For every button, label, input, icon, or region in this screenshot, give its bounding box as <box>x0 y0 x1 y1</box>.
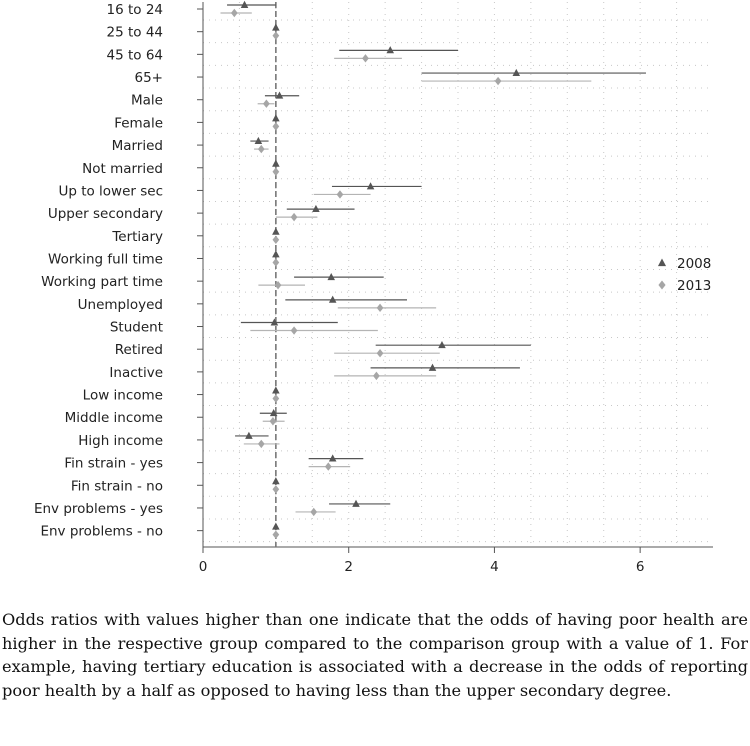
category-label: Low income <box>82 387 163 404</box>
point-2013 <box>272 258 279 266</box>
point-2008 <box>272 114 280 121</box>
category-label: Working full time <box>48 251 163 268</box>
point-2008 <box>312 205 320 212</box>
category-label: Inactive <box>109 364 163 381</box>
grid-lines <box>203 2 711 547</box>
point-2013 <box>258 145 265 153</box>
point-2013 <box>272 168 279 176</box>
point-2008 <box>271 318 279 325</box>
point-2013 <box>231 9 238 17</box>
category-label: Middle income <box>64 410 163 427</box>
category-label: 65+ <box>134 70 163 87</box>
x-tick-label: 2 <box>344 559 354 575</box>
figure-caption: Odds ratios with values higher than one indicate that the odds of having poor health are higher in the respective group compared to the comparison group with a value of 1. For example, having tertiary education is associated with a decrease in the odds of reporting poor health by a half as opposed to having less than the upper secondary degree. <box>2 610 748 700</box>
category-label: Upper secondary <box>47 206 163 223</box>
point-2008 <box>438 341 446 348</box>
point-2013 <box>272 122 279 130</box>
category-label: Female <box>114 115 163 132</box>
point-2013 <box>373 372 380 380</box>
category-label: 16 to 24 <box>106 2 163 18</box>
series-marks <box>220 1 645 539</box>
point-2008 <box>386 46 394 53</box>
point-2013 <box>272 31 279 39</box>
category-label: Up to lower sec <box>58 183 163 200</box>
category-label: Env problems - no <box>40 523 163 540</box>
point-2013 <box>310 508 317 516</box>
point-2008 <box>272 522 280 529</box>
point-2008 <box>327 273 335 280</box>
point-2013 <box>495 77 502 85</box>
point-2008 <box>272 228 280 235</box>
point-2013 <box>291 213 298 221</box>
point-2008 <box>352 500 360 507</box>
point-2008 <box>255 137 263 144</box>
x-tick-label: 4 <box>490 559 499 575</box>
point-2008 <box>329 296 337 303</box>
point-2008 <box>241 1 249 8</box>
point-2013 <box>325 462 332 470</box>
point-2008 <box>272 477 280 484</box>
point-2008 <box>272 160 280 167</box>
category-labels <box>34 2 163 540</box>
point-2013 <box>337 190 344 198</box>
category-label: Male <box>131 92 163 109</box>
point-2008 <box>272 386 280 393</box>
point-2008 <box>513 69 521 76</box>
point-2013 <box>377 349 384 357</box>
point-2013 <box>263 100 270 108</box>
point-2013 <box>272 236 279 244</box>
point-2008 <box>329 454 337 461</box>
category-label: Working part time <box>41 274 163 291</box>
point-2013 <box>291 326 298 334</box>
point-2013 <box>258 440 265 448</box>
x-tick-label: 6 <box>635 559 645 575</box>
legend-marker-2013 <box>658 281 665 290</box>
category-label: Married <box>111 138 163 155</box>
category-label: Tertiary <box>112 228 163 245</box>
category-label: Not married <box>82 160 163 177</box>
point-2008 <box>272 23 280 30</box>
point-2008 <box>367 182 375 189</box>
legend-marker-2008 <box>658 259 666 267</box>
category-label: Student <box>109 319 163 336</box>
category-label: 45 to 64 <box>106 47 163 64</box>
category-label: Env problems - yes <box>33 500 163 517</box>
category-label: Fin strain - no <box>70 478 163 495</box>
category-label: Unemployed <box>77 296 163 313</box>
point-2013 <box>272 485 279 493</box>
legend <box>658 256 711 294</box>
category-label: Retired <box>114 342 163 359</box>
category-label: 25 to 44 <box>106 24 163 41</box>
x-tick-label: 0 <box>198 559 208 575</box>
point-2013 <box>272 530 279 538</box>
point-2013 <box>362 54 369 62</box>
legend-label-2013: 2013 <box>677 278 712 294</box>
point-2008 <box>276 92 284 99</box>
point-2013 <box>272 394 279 402</box>
category-label: High income <box>78 432 163 449</box>
point-2008 <box>245 432 253 439</box>
point-2008 <box>429 364 437 371</box>
point-2013 <box>377 304 384 312</box>
category-label: Fin strain - yes <box>64 455 163 472</box>
legend-label-2008: 2008 <box>677 256 712 272</box>
point-2008 <box>272 250 280 257</box>
